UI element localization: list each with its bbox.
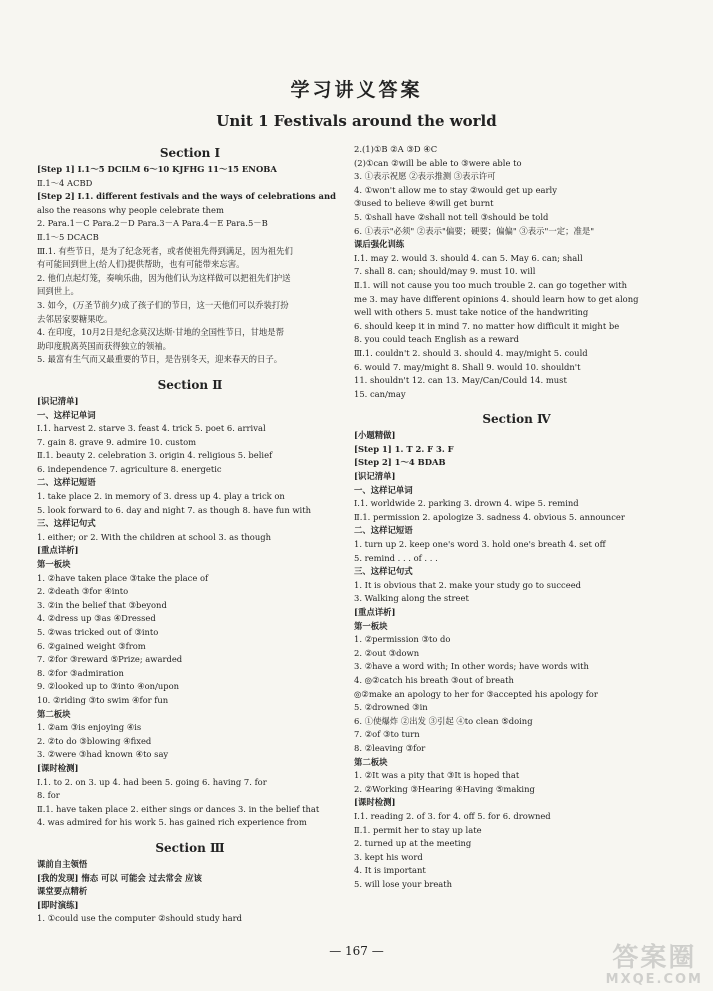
answer-line: 4. ②dress up ③as ④Dressed — [37, 613, 156, 624]
answer-line: 6. should keep it in mind 7. no matter how difficult it might be — [354, 320, 620, 331]
page-number: — 167 — — [329, 944, 384, 958]
answer-line: 2. ②out ③down — [354, 647, 420, 658]
answer-line: ③used to believe ④will get burnt — [354, 198, 494, 209]
answer-line: 1. turn up 2. keep one's word 3. hold one's breath 4. set off — [354, 539, 606, 550]
answer-line: [识记清单] — [354, 471, 396, 482]
answer-line: 第一板块 — [37, 559, 71, 570]
answer-line: Ⅱ.1～4 ACBD — [37, 177, 93, 188]
unit-title: Unit 1 Festivals around the world — [216, 112, 497, 130]
answer-line: Ⅲ.1. couldn't 2. should 3. should 4. may/might 5. could — [354, 347, 588, 358]
answer-line: Ⅰ.1. may 2. would 3. should 4. can 5. May 6. can; shall — [354, 252, 583, 263]
page-title: 学习讲义答案 — [290, 79, 423, 101]
answer-line: Ⅱ.1. have taken place 2. either sings or dances 3. in the belief that — [37, 803, 320, 814]
answer-line: 3. 如今，(万圣节前夕)成了孩子们的节日，这一天他们可以乔装打扮 — [37, 299, 289, 310]
answer-line: 二、这样记短语 — [354, 525, 413, 536]
answer-line: 6. ②gained weight ③from — [37, 640, 146, 651]
answer-line: 课前自主领悟 — [37, 858, 88, 869]
answer-line: 第一板块 — [354, 620, 388, 631]
answer-line: 2. ②Working ③Hearing ④Having ⑤making — [354, 783, 535, 794]
answer-line: also the reasons why people celebrate them — [37, 204, 224, 215]
answer-line: 5. 最富有生气而又最重要的节日，是告别冬天，迎来春天的日子。 — [37, 354, 283, 365]
answer-line: 8. ②for ③admiration — [37, 667, 124, 678]
answer-line: Ⅰ.1. harvest 2. starve 3. feast 4. trick 5. poet 6. arrival — [37, 423, 266, 434]
section-1-title: Section Ⅰ — [159, 146, 221, 160]
answer-line: 2. Para.1－C Para.2－D Para.3－A Para.4－E Para.5－B — [37, 218, 268, 229]
answer-line: 4. ◎②catch his breath ③out of breath — [354, 674, 514, 685]
answer-line: 有可能回到世上(给人们)提供帮助，也有可能带来忘害。 — [37, 259, 245, 270]
answer-line: 15. can/may — [354, 388, 406, 399]
answer-line: [我的发现] 惰态 可以 可能会 过去常会 应该 — [37, 872, 202, 883]
answer-line: (2)①can ②will be able to ③were able to — [354, 157, 522, 168]
answer-line: 11. shouldn't 12. can 13. May/Can/Could 14. must — [354, 375, 567, 386]
answer-line: 3. kept his word — [354, 851, 423, 862]
answer-line: well with others 5. must take notice of the handwriting — [354, 307, 589, 318]
right-column — [354, 143, 679, 891]
section-1-body — [37, 163, 343, 367]
answer-line: Ⅱ.1. will not cause you too much trouble 2. can go together with — [354, 279, 627, 290]
answer-line: 6. ①使爆炸 ②出发 ③引起 ④to clean ⑤doing — [354, 715, 533, 726]
answer-line: ◎②make an apology to her for ③accepted his apology for — [354, 688, 598, 699]
section-4-body — [354, 429, 679, 891]
answer-line: 5. ②drowned ③in — [354, 702, 428, 713]
answer-line: 1. ②It was a pity that ③It is hoped that — [354, 770, 520, 781]
answer-line: [即时演练] — [37, 899, 79, 910]
answer-line: [小题精做] — [354, 430, 396, 441]
answer-line: 课堂要点精析 — [37, 886, 88, 897]
answer-line: 2.(1)①B ②A ③D ④C — [354, 144, 438, 154]
answer-line: 6. independence 7. agriculture 8. energetic — [37, 463, 222, 474]
answer-line: 5. ②was tricked out of ③into — [37, 627, 159, 637]
answer-line: 7. ②of ③to turn — [354, 729, 420, 740]
answer-line: 9. ②looked up to ③into ④on/upon — [37, 681, 180, 692]
answer-line: 2. turned up at the meeting — [354, 838, 472, 849]
answer-line: 1. either; or 2. With the children at school 3. as though — [37, 531, 271, 542]
left-column — [37, 143, 343, 926]
answer-line: [课时检测] — [354, 797, 396, 808]
answer-line: [课时检测] — [37, 762, 79, 773]
answer-line: 课后强化训练 — [354, 239, 405, 250]
answer-line: Ⅰ.1. reading 2. of 3. for 4. off 5. for 6. drowned — [354, 810, 551, 821]
answer-line: 3. ②have a word with; In other words; have words with — [354, 661, 589, 672]
section-3-body — [37, 858, 343, 926]
answer-line: [识记清单] — [37, 395, 79, 406]
answer-line: 4. 在印度，10月2日是纪念莫汉达斯·甘地的全国性节日，甘地是帮 — [37, 327, 285, 338]
answer-line: Ⅰ.1. to 2. on 3. up 4. had been 5. going 6. having 7. for — [37, 776, 267, 787]
answer-line: 去邻居家要糖果吃。 — [37, 313, 113, 324]
answer-line: 一、这样记单词 — [37, 409, 96, 420]
answer-line: 2. 他们点起灯笼，奏响乐曲，因为他们认为这样做可以把祖先们护送 — [37, 272, 291, 283]
answer-line: 5. remind . . . of . . . — [354, 552, 438, 563]
answer-line: 8. for — [37, 790, 60, 801]
answer-line: 1. ②have taken place ③take the place of — [37, 572, 209, 583]
answer-line: 2. ②death ③for ④into — [37, 586, 129, 597]
answer-line: Ⅱ.1. permission 2. apologize 3. sadness 4. obvious 5. announcer — [354, 511, 625, 522]
answer-line: 1. ①could use the computer ②should study hard — [37, 913, 242, 924]
answer-line: 助印度脱离英国而获得独立的领袖。 — [37, 340, 171, 351]
answer-line: [Step 2] 1～4 BDAB — [354, 457, 446, 468]
answer-line: 4. It is important — [354, 865, 426, 876]
answer-line: 1. It is obvious that 2. make your study go to succeed — [354, 579, 582, 590]
section-4-title: Section Ⅳ — [482, 412, 551, 427]
answer-line: Ⅱ.1. beauty 2. celebration 3. origin 4. religious 5. belief — [37, 450, 273, 461]
answer-line: 三、这样记句式 — [37, 518, 96, 529]
answer-line: 3. Walking along the street — [354, 593, 469, 604]
answer-line: 第二板块 — [37, 708, 71, 719]
answer-line: 三、这样记句式 — [354, 566, 413, 577]
answer-line: 7. ②for ③reward ⑤Prize; awarded — [37, 654, 183, 665]
answer-line: 4. was admired for his work 5. has gained rich experience from — [37, 817, 307, 828]
answer-line: Ⅲ.1. 有些节日，是为了纪念死者，或者使祖先得到满足，因为祖先们 — [37, 245, 293, 256]
section-3-continued — [354, 143, 679, 401]
answer-line: 8. ②leaving ③for — [354, 742, 426, 753]
answer-line: 7. gain 8. grave 9. admire 10. custom — [37, 436, 197, 447]
section-2-title: Section Ⅱ — [157, 377, 223, 392]
answer-line: me 3. may have different opinions 4. should learn how to get along — [354, 293, 639, 304]
watermark-text: 答案圈 — [612, 943, 697, 973]
answer-line: 3. ②in the belief that ③beyond — [37, 599, 167, 610]
answer-line: 5. will lose your breath — [354, 878, 453, 889]
answer-line: 7. shall 8. can; should/may 9. must 10. will — [354, 266, 536, 277]
answer-line: [重点详析] — [37, 545, 79, 556]
watermark-url: MXQE.COM — [605, 972, 703, 987]
answer-line: 5. look forward to 6. day and night 7. as though 8. have fun with — [37, 504, 311, 515]
answer-line: 8. you could teach English as a reward — [354, 334, 520, 345]
answer-line: 3. ①表示祝愿 ②表示推测 ③表示许可 — [354, 171, 496, 182]
answer-line: 一、这样记单词 — [354, 484, 413, 495]
answer-line: 4. ①won't allow me to stay ②would get up early — [354, 184, 557, 195]
answer-line: [Step 1] Ⅰ.1～5 DCILM 6～10 KJFHG 11～15 ENOBA — [37, 164, 277, 174]
answer-line: [Step 1] 1. T 2. F 3. F — [354, 443, 454, 454]
answer-line: 第二板块 — [354, 756, 388, 767]
answer-line: 10. ②riding ③to swim ④for fun — [37, 694, 169, 705]
answer-line: 回到世上。 — [37, 286, 79, 297]
answer-line: Ⅱ.1. permit her to stay up late — [354, 824, 482, 835]
answer-line: 3. ②were ③had known ④to say — [37, 749, 169, 760]
watermark-logo — [606, 944, 703, 987]
answer-line: 6. would 7. may/might 8. Shall 9. would 10. shouldn't — [354, 361, 581, 372]
answer-line: 1. ②permission ③to do — [354, 634, 451, 645]
section-2-body — [37, 395, 343, 830]
answer-line: 6. ①表示"必须" ②表示"偏要；硬要；偏偏" ③表示"一定；准是" — [354, 225, 595, 236]
answer-line: [重点详析] — [354, 607, 396, 617]
answer-line: Ⅱ.1～5 DCACB — [37, 231, 99, 242]
answer-line: 1. take place 2. in memory of 3. dress up 4. play a trick on — [37, 491, 285, 502]
answer-line: 二、这样记短语 — [37, 477, 96, 488]
answer-line: [Step 2] Ⅰ.1. different festivals and the ways of celebrations and — [37, 191, 336, 202]
answer-line: 1. ②am ③is enjoying ④is — [37, 722, 142, 733]
section-3-title: Section Ⅲ — [155, 840, 225, 855]
answer-line: 2. ②to do ③blowing ④fixed — [37, 735, 152, 746]
answer-line: 5. ①shall have ②shall not tell ③should be told — [354, 211, 549, 222]
answer-line: Ⅰ.1. worldwide 2. parking 3. drown 4. wipe 5. remind — [354, 498, 579, 509]
